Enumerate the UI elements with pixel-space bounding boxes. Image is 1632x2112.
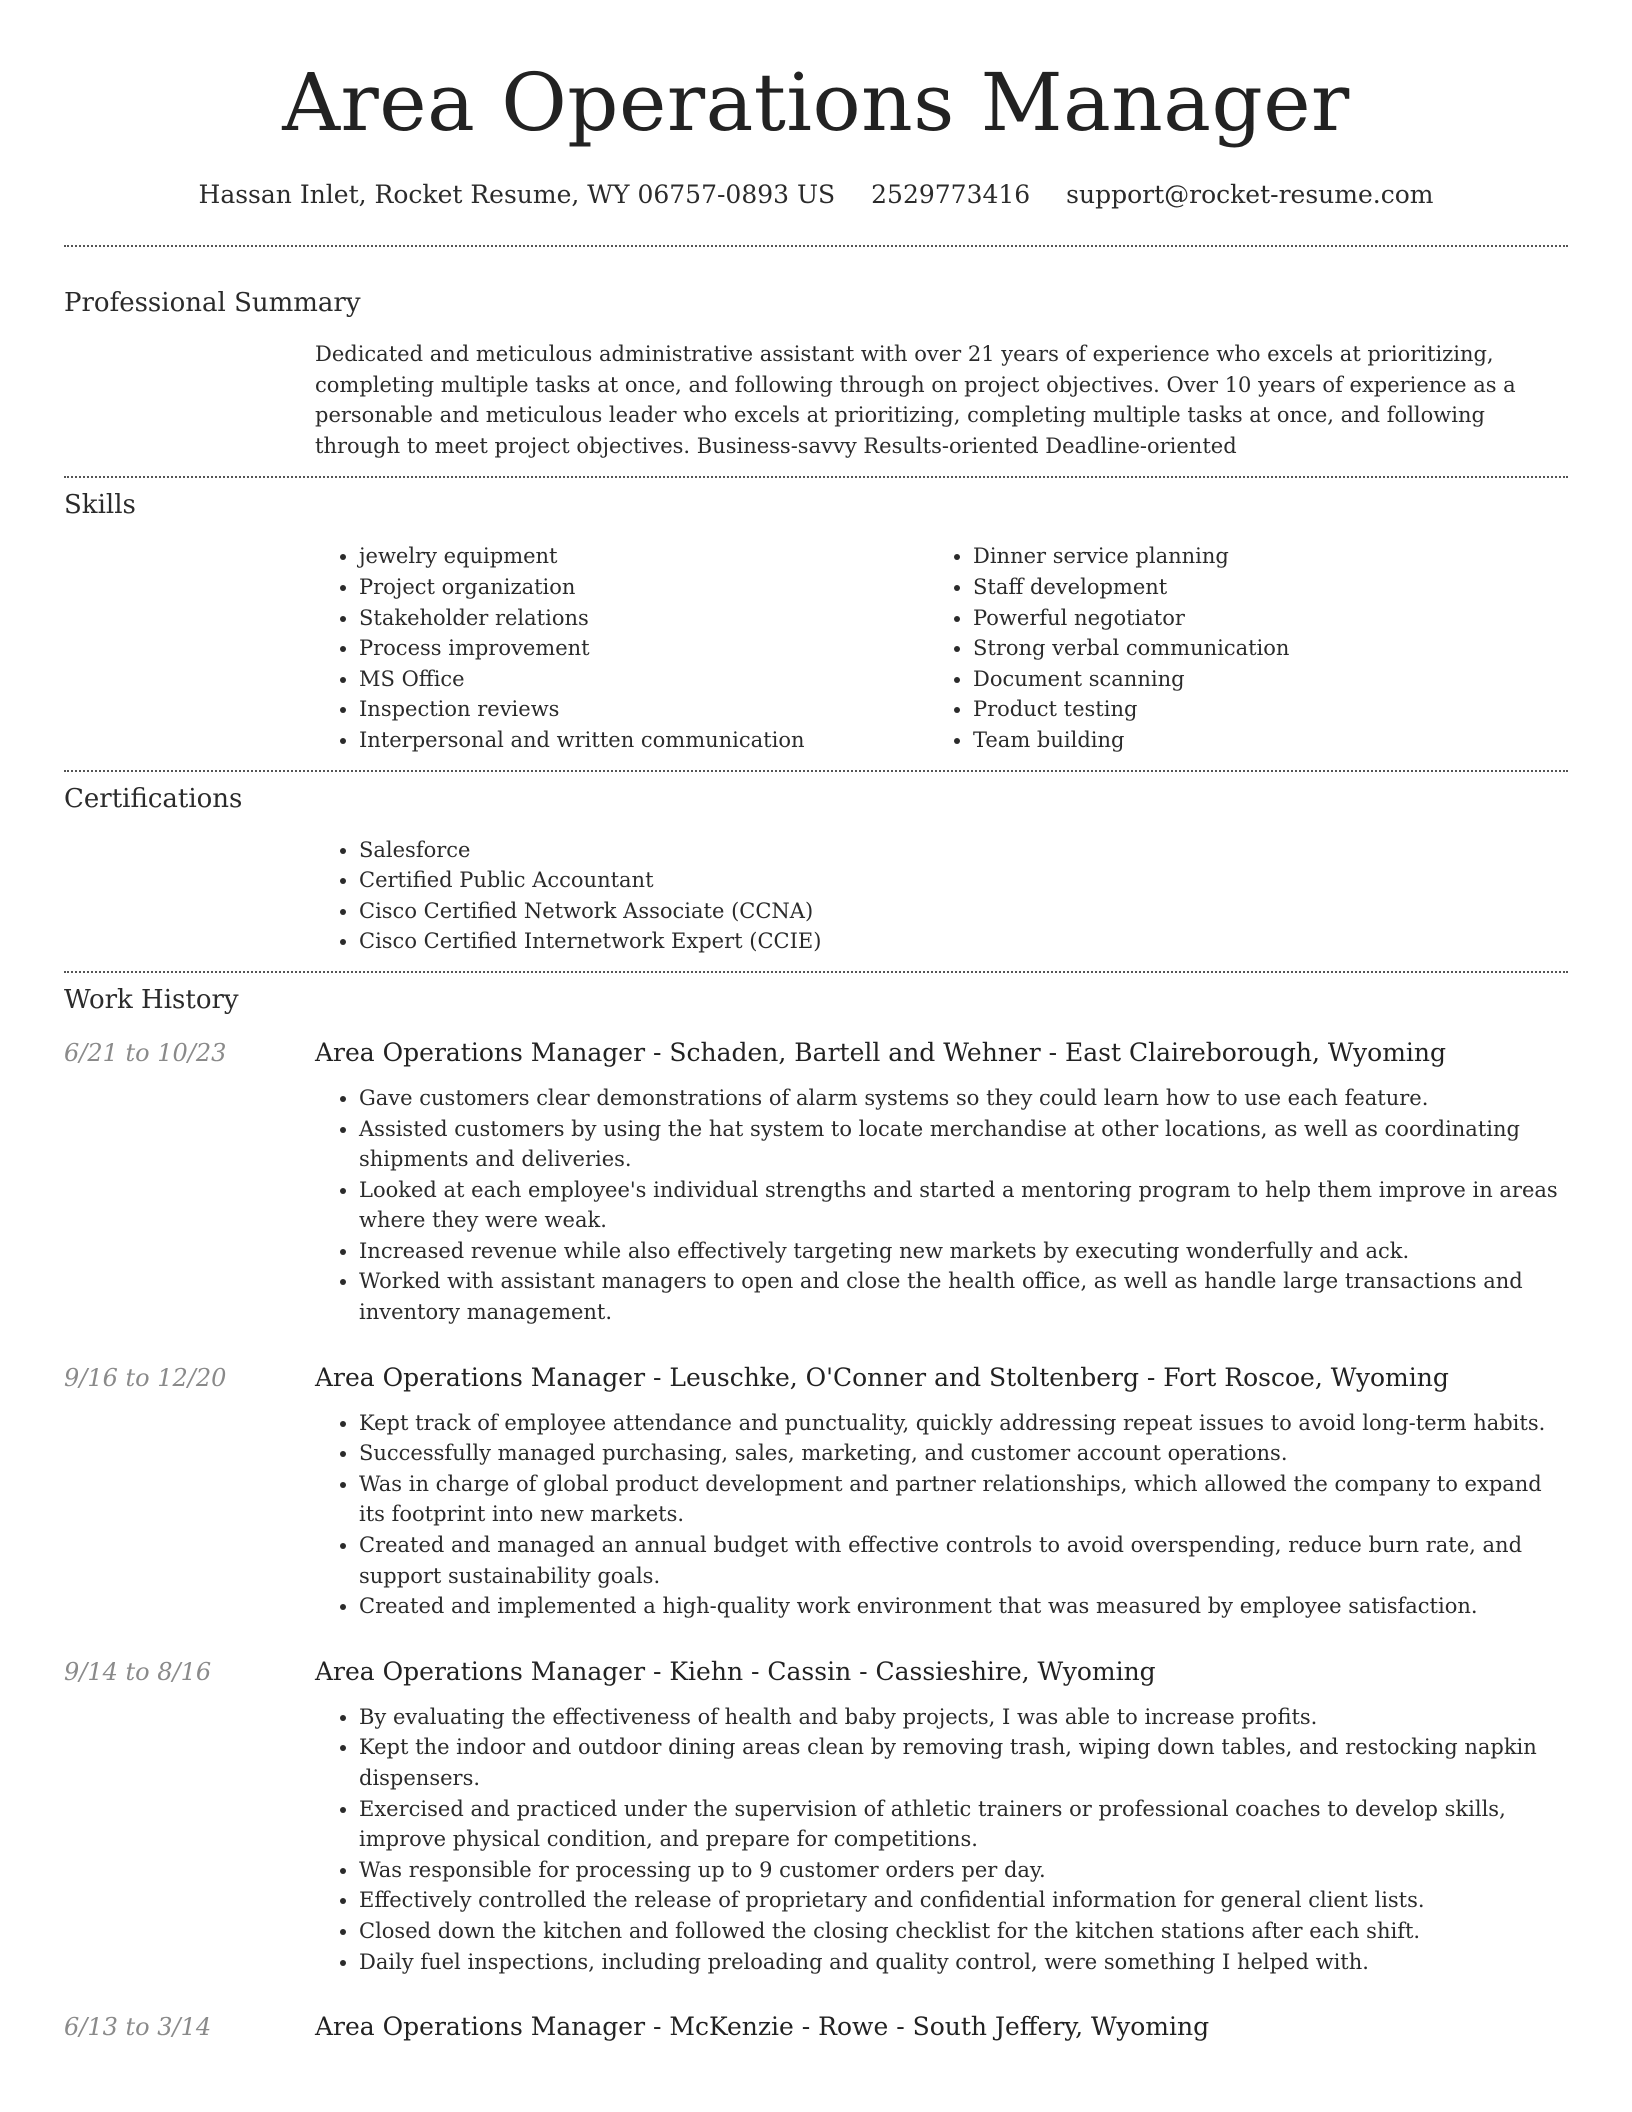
job-entry xyxy=(64,2011,1568,2043)
skills-column-left xyxy=(315,541,929,755)
skill-item: • Strong verbal communication xyxy=(973,633,1543,664)
summary-section xyxy=(64,286,1568,461)
job-bullets xyxy=(315,1702,1568,1977)
skill-item: • Interpersonal and written communication xyxy=(359,725,929,756)
job-dates: 6/21 to 10/23 xyxy=(64,1038,227,1067)
certification-item: • Cisco Certified Internetwork Expert (CCIE) xyxy=(359,926,1568,957)
skill-item: • Team building xyxy=(973,725,1543,756)
skills-list-right xyxy=(929,541,1543,755)
section-divider xyxy=(64,770,1568,772)
contact-line xyxy=(64,178,1568,212)
skill-item: • Powerful negotiator xyxy=(973,603,1543,634)
job-bullet: • Was in charge of global product development and partner relationships, which allowed the company to expand its footprint into new markets. xyxy=(359,1469,1568,1530)
job-heading: Area Operations Manager - Kiehn - Cassin - Cassieshire, Wyoming xyxy=(315,1656,1156,1686)
job-entry xyxy=(64,1656,1568,1977)
job-bullet: • Created and implemented a high-quality work environment that was measured by employee satisfaction. xyxy=(359,1591,1568,1622)
summary-text: Dedicated and meticulous administrative assistant with over 21 years of experience who excels at prioritizing, completing multiple tasks at once, and following through on project objectives. Over 10 years of experience as a personable and meticulous leader who excels at prioritizing, completing multiple tasks at once, and following through to meet project objectives. Business-savvy Results-oriented Deadline-oriented xyxy=(315,342,1516,458)
job-entry xyxy=(64,1037,1568,1328)
job-bullet: • Created and managed an annual budget with effective controls to avoid overspending, reduce burn rate, and support sustainability goals. xyxy=(359,1530,1568,1591)
summary-title: Professional Summary xyxy=(64,288,361,318)
job-bullet: • Looked at each employee's individual strengths and started a mentoring program to help them improve in areas where they were weak. xyxy=(359,1175,1568,1236)
job-dates: 9/14 to 8/16 xyxy=(64,1657,212,1686)
job-dates: 6/13 to 3/14 xyxy=(64,2013,212,2042)
skills-column-right xyxy=(929,541,1543,755)
contact-phone: 2529773416 xyxy=(871,180,1031,209)
skills-grid xyxy=(315,541,1568,755)
section-divider xyxy=(64,245,1568,247)
skill-item: • Product testing xyxy=(973,694,1543,725)
skill-item: • Staff development xyxy=(973,572,1543,603)
job-heading: Area Operations Manager - Leuschke, O'Conner and Stoltenberg - Fort Roscoe, Wyoming xyxy=(315,1362,1449,1392)
resume-header xyxy=(64,0,1568,212)
certification-item: • Certified Public Accountant xyxy=(359,865,1568,896)
skills-list-left xyxy=(315,541,929,755)
job-dates: 9/16 to 12/20 xyxy=(64,1363,227,1392)
job-bullet: • Kept track of employee attendance and punctuality, quickly addressing repeat issues to avoid long-term habits. xyxy=(359,1408,1568,1439)
skill-item: • Project organization xyxy=(359,572,929,603)
certifications-list xyxy=(315,835,1568,957)
job-bullet: • Kept the indoor and outdoor dining areas clean by removing trash, wiping down tables, and restocking napkin dispensers. xyxy=(359,1732,1568,1793)
skill-item: • MS Office xyxy=(359,664,929,695)
section-divider xyxy=(64,971,1568,973)
certifications-body xyxy=(315,835,1568,957)
job-heading: Area Operations Manager - McKenzie - Rowe - South Jeffery, Wyoming xyxy=(315,2012,1210,2042)
job-bullet: • Worked with assistant managers to open and close the health office, as well as handle large transactions and inventory management. xyxy=(359,1266,1568,1327)
job-bullet: • Daily fuel inspections, including preloading and quality control, were something I helped with. xyxy=(359,1947,1568,1978)
job-bullet: • Increased revenue while also effectively targeting new markets by executing wonderfully and ack. xyxy=(359,1236,1568,1267)
skill-item: • Process improvement xyxy=(359,633,929,664)
job-heading: Area Operations Manager - Schaden, Bartell and Wehner - East Claireborough, Wyoming xyxy=(315,1037,1447,1067)
job-details xyxy=(315,1362,1568,1622)
contact-email: support@rocket-resume.com xyxy=(1066,180,1434,209)
skill-item: • Document scanning xyxy=(973,664,1543,695)
job-bullets xyxy=(315,1083,1568,1328)
job-bullet: • By evaluating the effectiveness of health and baby projects, I was able to increase profits. xyxy=(359,1702,1568,1733)
job-bullet: • Was responsible for processing up to 9 customer orders per day. xyxy=(359,1855,1568,1886)
section-divider xyxy=(64,476,1568,478)
resume-name: Area Operations Manager xyxy=(282,56,1350,149)
skill-item: • Inspection reviews xyxy=(359,694,929,725)
skills-section xyxy=(64,488,1568,755)
job-bullet: • Assisted customers by using the hat system to locate merchandise at other locations, as well as coordinating shipments and deliveries. xyxy=(359,1114,1568,1175)
certifications-section xyxy=(64,782,1568,957)
certification-item: • Salesforce xyxy=(359,835,1568,866)
job-details xyxy=(315,2011,1568,2043)
job-bullet: • Gave customers clear demonstrations of alarm systems so they could learn how to use each feature. xyxy=(359,1083,1568,1114)
certification-item: • Cisco Certified Network Associate (CCNA) xyxy=(359,896,1568,927)
skill-item: • jewelry equipment xyxy=(359,541,929,572)
certifications-title: Certifications xyxy=(64,783,243,814)
job-bullet: • Closed down the kitchen and followed the closing checklist for the kitchen stations after each shift. xyxy=(359,1916,1568,1947)
job-bullet: • Successfully managed purchasing, sales, marketing, and customer account operations. xyxy=(359,1438,1568,1469)
skill-item: • Stakeholder relations xyxy=(359,603,929,634)
work-history-section xyxy=(64,983,1568,2043)
contact-address: Hassan Inlet, Rocket Resume, WY 06757-0893 US xyxy=(198,180,836,209)
job-bullet: • Effectively controlled the release of proprietary and confidential information for general client lists. xyxy=(359,1885,1568,1916)
job-details xyxy=(315,1656,1568,1977)
job-bullets xyxy=(315,1408,1568,1622)
job-bullet: • Exercised and practiced under the supervision of athletic trainers or professional coaches to develop skills, improve physical condition, and prepare for competitions. xyxy=(359,1794,1568,1855)
job-details xyxy=(315,1037,1568,1328)
work-history-title: Work History xyxy=(64,984,239,1015)
job-entry xyxy=(64,1362,1568,1622)
skill-item: • Dinner service planning xyxy=(973,541,1543,572)
skills-title: Skills xyxy=(64,490,136,521)
resume-page xyxy=(64,0,1568,2043)
